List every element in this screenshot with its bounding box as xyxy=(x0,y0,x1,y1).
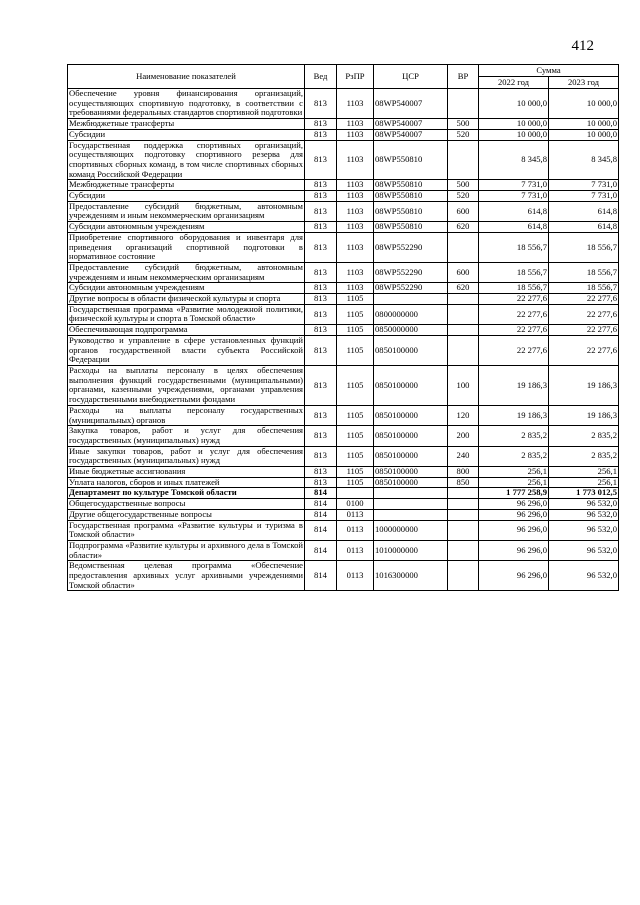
table-row xyxy=(68,477,619,488)
cell-sum-2022: 96 296,0 xyxy=(479,509,549,520)
cell-sum-2023: 18 556,7 xyxy=(549,262,619,282)
cell-sum-2022: 18 556,7 xyxy=(479,262,549,282)
cell-sum-2022: 2 835,2 xyxy=(479,446,549,466)
cell-vr: 600 xyxy=(448,201,479,221)
cell-sum-2023: 10 000,0 xyxy=(549,119,619,130)
cell-name: Государственная программа «Развитие культуры и туризма в Томской области» xyxy=(69,520,303,540)
cell-name: Межбюджетные трансферты xyxy=(68,119,305,130)
cell-rzpr: 0113 xyxy=(337,540,374,560)
table-row xyxy=(68,561,619,591)
cell-rzpr: 1103 xyxy=(337,222,374,233)
cell-sum-2022: 10 000,0 xyxy=(479,89,549,119)
cell-name: Подпрограмма «Развитие культуры и архивного дела в Томской области» xyxy=(69,540,303,560)
cell-rzpr: 1103 xyxy=(337,119,374,130)
table-row xyxy=(68,467,619,478)
cell-name: Руководство и управление в сфере установленных функций органов государственной власти субъекта Российской Федерации xyxy=(69,335,303,365)
cell-vr: 600 xyxy=(448,262,479,282)
cell-name: Расходы на выплаты персоналу государственных (муниципальных) органов xyxy=(69,405,303,425)
cell-csr: 1010000000 xyxy=(374,540,448,560)
cell-csr: 08WP550810 xyxy=(374,201,448,221)
cell-rzpr: 1105 xyxy=(337,467,374,478)
cell-sum-2022: 614,8 xyxy=(479,222,549,233)
cell-name: Предоставление субсидий бюджетным, автономным учреждениям и иным некоммерческим организациям xyxy=(69,201,303,221)
table-row xyxy=(68,180,619,191)
cell-csr: 0850100000 xyxy=(374,426,448,446)
cell-sum-2022: 10 000,0 xyxy=(479,119,549,130)
table-row xyxy=(68,129,619,140)
cell-name: Департамент по культуре Томской области xyxy=(68,488,305,499)
cell-csr: 0850100000 xyxy=(374,365,448,405)
cell-csr: 08WP550810 xyxy=(374,180,448,191)
cell-csr: 0850100000 xyxy=(374,405,448,425)
cell-sum-2023: 96 532,0 xyxy=(549,540,619,560)
cell-sum-2023: 22 277,6 xyxy=(549,294,619,305)
table-row xyxy=(68,446,619,466)
cell-vr xyxy=(448,232,479,262)
cell-vr xyxy=(448,540,479,560)
cell-rzpr: 1103 xyxy=(337,232,374,262)
cell-sum-2023: 256,1 xyxy=(549,477,619,488)
cell-sum-2023: 19 186,3 xyxy=(549,365,619,405)
cell-csr: 08WP550810 xyxy=(374,191,448,202)
cell-sum-2022: 8 345,8 xyxy=(479,140,549,180)
header-name: Наименование показателей xyxy=(68,65,305,89)
cell-vr xyxy=(448,509,479,520)
table-row xyxy=(68,140,619,180)
table-body xyxy=(68,89,619,591)
cell-vr xyxy=(448,520,479,540)
cell-rzpr: 0113 xyxy=(337,520,374,540)
cell-name: Другие общегосударственные вопросы xyxy=(68,509,305,520)
cell-name: Предоставление субсидий бюджетным, автономным учреждениям и иным некоммерческим организациям xyxy=(69,262,303,282)
cell-ved: 813 xyxy=(305,140,337,180)
cell-name: Другие вопросы в области физической культуры и спорта xyxy=(68,294,305,305)
cell-sum-2023: 614,8 xyxy=(549,201,619,221)
table-row xyxy=(68,509,619,520)
cell-csr: 08WP550810 xyxy=(374,222,448,233)
cell-sum-2022: 256,1 xyxy=(479,467,549,478)
cell-name: Государственная поддержка спортивных организаций, осуществляющих подготовку спортивного резерва для спортивных сборных команд, в том числе спортивных сборных команд Российской Федерации xyxy=(69,140,303,179)
cell-csr xyxy=(374,509,448,520)
cell-sum-2022: 96 296,0 xyxy=(479,540,549,560)
cell-sum-2023: 1 773 012,5 xyxy=(549,488,619,499)
table-row xyxy=(68,325,619,336)
cell-ved: 813 xyxy=(305,325,337,336)
cell-csr: 08WP540007 xyxy=(374,89,448,119)
cell-csr: 1000000000 xyxy=(374,520,448,540)
cell-sum-2023: 22 277,6 xyxy=(549,325,619,336)
cell-name: Субсидии xyxy=(68,129,305,140)
table-row xyxy=(68,405,619,425)
cell-sum-2023: 10 000,0 xyxy=(549,129,619,140)
cell-sum-2022: 96 296,0 xyxy=(479,561,549,591)
table-row xyxy=(68,520,619,540)
cell-ved: 813 xyxy=(305,262,337,282)
cell-name: Уплата налогов, сборов и иных платежей xyxy=(68,477,305,488)
cell-vr: 500 xyxy=(448,180,479,191)
cell-csr: 0850000000 xyxy=(374,325,448,336)
table-header xyxy=(68,65,619,89)
cell-sum-2023: 96 532,0 xyxy=(549,499,619,510)
cell-rzpr: 1103 xyxy=(337,283,374,294)
cell-csr xyxy=(374,488,448,499)
cell-csr: 08WP552290 xyxy=(374,232,448,262)
table-row xyxy=(68,119,619,130)
cell-vr: 520 xyxy=(448,191,479,202)
table-row xyxy=(68,283,619,294)
cell-csr: 0850100000 xyxy=(374,477,448,488)
cell-name: Субсидии автономным учреждениям xyxy=(68,222,305,233)
cell-sum-2023: 10 000,0 xyxy=(549,89,619,119)
cell-sum-2023: 22 277,6 xyxy=(549,304,619,324)
cell-sum-2022: 10 000,0 xyxy=(479,129,549,140)
table-row xyxy=(68,499,619,510)
cell-rzpr: 1105 xyxy=(337,405,374,425)
cell-rzpr: 0113 xyxy=(337,509,374,520)
cell-vr: 520 xyxy=(448,129,479,140)
cell-rzpr: 1103 xyxy=(337,89,374,119)
cell-name: Межбюджетные трансферты xyxy=(68,180,305,191)
cell-ved: 813 xyxy=(305,365,337,405)
cell-sum-2023: 18 556,7 xyxy=(549,232,619,262)
cell-vr xyxy=(448,561,479,591)
cell-sum-2022: 22 277,6 xyxy=(479,335,549,365)
cell-name: Государственная программа «Развитие молодежной политики, физической культуры и спорта в Томской области» xyxy=(69,304,303,324)
cell-sum-2023: 256,1 xyxy=(549,467,619,478)
cell-ved: 813 xyxy=(305,467,337,478)
cell-name: Иные закупки товаров, работ и услуг для обеспечения государственных (муниципальных) нужд xyxy=(69,446,303,466)
cell-name: Обеспечение уровня финансирования организаций, осуществляющих спортивную подготовку, в соответствии с требованиями федеральных стандартов спортивной подготовки xyxy=(69,88,303,118)
cell-name: Обеспечивающая подпрограмма xyxy=(68,325,305,336)
cell-sum-2022: 96 296,0 xyxy=(479,520,549,540)
cell-name: Субсидии автономным учреждениям xyxy=(68,283,305,294)
cell-rzpr: 1103 xyxy=(337,129,374,140)
cell-sum-2022: 256,1 xyxy=(479,477,549,488)
cell-ved: 813 xyxy=(305,89,337,119)
cell-vr: 800 xyxy=(448,467,479,478)
cell-rzpr: 0113 xyxy=(337,561,374,591)
cell-sum-2022: 1 777 258,9 xyxy=(479,488,549,499)
cell-csr: 08WP552290 xyxy=(374,262,448,282)
cell-ved: 813 xyxy=(305,191,337,202)
cell-sum-2022: 19 186,3 xyxy=(479,365,549,405)
cell-rzpr: 1103 xyxy=(337,262,374,282)
cell-name: Приобретение спортивного оборудования и инвентаря для приведения организаций спортивной подготовки в нормативное состояние xyxy=(69,232,303,262)
cell-ved: 813 xyxy=(305,180,337,191)
table-row xyxy=(68,191,619,202)
cell-csr: 08WP550810 xyxy=(374,140,448,180)
cell-name: Иные бюджетные ассигнования xyxy=(68,467,305,478)
cell-sum-2023: 18 556,7 xyxy=(549,283,619,294)
cell-name: Общегосударственные вопросы xyxy=(68,499,305,510)
cell-sum-2023: 7 731,0 xyxy=(549,180,619,191)
header-year-2022: 2022 год xyxy=(479,77,549,89)
cell-sum-2023: 96 532,0 xyxy=(549,520,619,540)
page-number: 412 xyxy=(571,38,594,54)
cell-rzpr: 1105 xyxy=(337,294,374,305)
table-row xyxy=(68,304,619,324)
cell-ved: 814 xyxy=(305,540,337,560)
cell-csr: 08WP540007 xyxy=(374,119,448,130)
cell-ved: 813 xyxy=(305,119,337,130)
cell-ved: 814 xyxy=(305,488,337,499)
cell-ved: 813 xyxy=(305,405,337,425)
cell-csr: 0850100000 xyxy=(374,467,448,478)
cell-vr: 240 xyxy=(448,446,479,466)
cell-name: Расходы на выплаты персоналу в целях обеспечения выполнения функций государственными (муниципальными) органами, казенными учреждениями, органами управления государственными внебюджетными фондами xyxy=(69,365,303,405)
cell-sum-2023: 22 277,6 xyxy=(549,335,619,365)
cell-name: Закупка товаров, работ и услуг для обеспечения государственных (муниципальных) нужд xyxy=(69,425,303,445)
cell-sum-2023: 2 835,2 xyxy=(549,426,619,446)
cell-csr: 08WP552290 xyxy=(374,283,448,294)
cell-rzpr: 1103 xyxy=(337,140,374,180)
cell-rzpr: 1105 xyxy=(337,426,374,446)
cell-rzpr xyxy=(337,488,374,499)
cell-rzpr: 1105 xyxy=(337,304,374,324)
table-row xyxy=(68,232,619,262)
cell-ved: 814 xyxy=(305,499,337,510)
header-vr: ВР xyxy=(448,65,479,89)
cell-sum-2022: 22 277,6 xyxy=(479,325,549,336)
header-sum: Сумма xyxy=(479,65,619,77)
cell-ved: 813 xyxy=(305,426,337,446)
cell-vr xyxy=(448,140,479,180)
cell-ved: 814 xyxy=(305,520,337,540)
cell-vr: 500 xyxy=(448,119,479,130)
cell-ved: 814 xyxy=(305,509,337,520)
cell-rzpr: 0100 xyxy=(337,499,374,510)
cell-rzpr: 1103 xyxy=(337,201,374,221)
cell-sum-2023: 2 835,2 xyxy=(549,446,619,466)
cell-csr: 1016300000 xyxy=(374,561,448,591)
cell-vr: 120 xyxy=(448,405,479,425)
table-row xyxy=(68,201,619,221)
cell-vr xyxy=(448,294,479,305)
cell-vr xyxy=(448,325,479,336)
cell-csr: 0800000000 xyxy=(374,304,448,324)
cell-rzpr: 1105 xyxy=(337,325,374,336)
cell-rzpr: 1105 xyxy=(337,446,374,466)
cell-sum-2022: 22 277,6 xyxy=(479,304,549,324)
cell-vr xyxy=(448,488,479,499)
cell-sum-2023: 7 731,0 xyxy=(549,191,619,202)
header-ved: Вед xyxy=(305,65,337,89)
budget-table xyxy=(67,64,619,591)
table-row xyxy=(68,89,619,119)
header-year-2023: 2023 год xyxy=(549,77,619,89)
cell-csr: 08WP540007 xyxy=(374,129,448,140)
cell-sum-2022: 22 277,6 xyxy=(479,294,549,305)
cell-vr xyxy=(448,499,479,510)
cell-ved: 813 xyxy=(305,201,337,221)
cell-name: Ведомственная целевая программа «Обеспечение предоставления архивных услуг архивными учреждениями Томской области» xyxy=(69,560,303,590)
cell-vr xyxy=(448,89,479,119)
cell-sum-2023: 8 345,8 xyxy=(549,140,619,180)
cell-ved: 813 xyxy=(305,129,337,140)
cell-sum-2023: 19 186,3 xyxy=(549,405,619,425)
table-row xyxy=(68,365,619,405)
cell-sum-2022: 18 556,7 xyxy=(479,232,549,262)
cell-vr: 200 xyxy=(448,426,479,446)
table-row xyxy=(68,335,619,365)
cell-vr: 100 xyxy=(448,365,479,405)
cell-ved: 814 xyxy=(305,561,337,591)
header-rzpr: РзПР xyxy=(337,65,374,89)
cell-ved: 813 xyxy=(305,335,337,365)
table-row xyxy=(68,294,619,305)
cell-ved: 813 xyxy=(305,222,337,233)
cell-sum-2022: 7 731,0 xyxy=(479,191,549,202)
cell-vr xyxy=(448,304,479,324)
cell-rzpr: 1105 xyxy=(337,335,374,365)
cell-csr xyxy=(374,499,448,510)
table-row xyxy=(68,488,619,499)
cell-ved: 813 xyxy=(305,477,337,488)
cell-rzpr: 1103 xyxy=(337,180,374,191)
cell-ved: 813 xyxy=(305,304,337,324)
cell-vr: 620 xyxy=(448,283,479,294)
cell-rzpr: 1105 xyxy=(337,477,374,488)
table-row xyxy=(68,540,619,560)
cell-sum-2022: 18 556,7 xyxy=(479,283,549,294)
cell-sum-2022: 614,8 xyxy=(479,201,549,221)
cell-rzpr: 1105 xyxy=(337,365,374,405)
cell-sum-2023: 96 532,0 xyxy=(549,561,619,591)
cell-vr: 620 xyxy=(448,222,479,233)
cell-sum-2022: 7 731,0 xyxy=(479,180,549,191)
cell-sum-2023: 96 532,0 xyxy=(549,509,619,520)
cell-csr xyxy=(374,294,448,305)
table-row xyxy=(68,222,619,233)
header-csr: ЦСР xyxy=(374,65,448,89)
table-row xyxy=(68,426,619,446)
cell-vr: 850 xyxy=(448,477,479,488)
cell-vr xyxy=(448,335,479,365)
cell-csr: 0850100000 xyxy=(374,446,448,466)
cell-ved: 813 xyxy=(305,446,337,466)
cell-sum-2023: 614,8 xyxy=(549,222,619,233)
cell-sum-2022: 2 835,2 xyxy=(479,426,549,446)
cell-sum-2022: 96 296,0 xyxy=(479,499,549,510)
table-row xyxy=(68,262,619,282)
cell-name: Субсидии xyxy=(68,191,305,202)
cell-sum-2022: 19 186,3 xyxy=(479,405,549,425)
cell-ved: 813 xyxy=(305,232,337,262)
cell-csr: 0850100000 xyxy=(374,335,448,365)
cell-ved: 813 xyxy=(305,294,337,305)
cell-rzpr: 1103 xyxy=(337,191,374,202)
cell-ved: 813 xyxy=(305,283,337,294)
